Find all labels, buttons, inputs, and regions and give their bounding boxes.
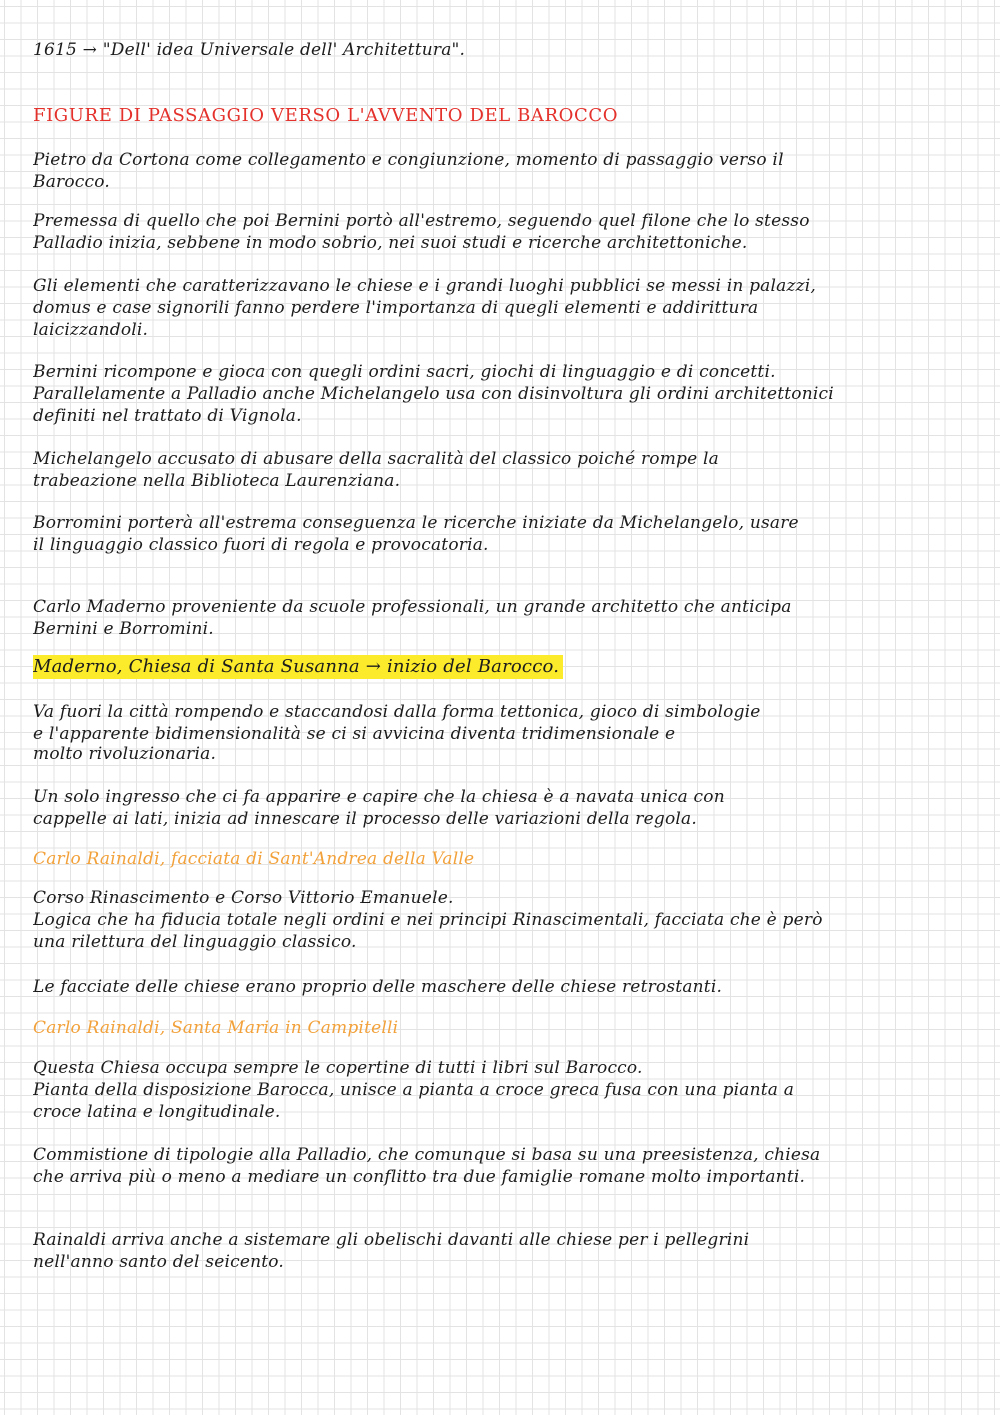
- highlight-line: [33, 655, 988, 679]
- text-line: il linguaggio classico fuori di regola e provocatoria.: [33, 535, 489, 555]
- text-line: trabeazione nella Biblioteca Laurenziana.: [33, 471, 401, 491]
- text-line: nell'anno santo del seicento.: [33, 1252, 285, 1272]
- text-line: Pianta della disposizione Barocca, unisce a pianta a croce greca fusa con una pianta a: [33, 1080, 795, 1100]
- text-line: Palladio inizia, sebbene in modo sobrio, nei suoi studi e ricerche architettoniche.: [33, 233, 748, 253]
- text-line: Un solo ingresso che ci fa apparire e capire che la chiesa è a navata unica con: [33, 787, 725, 807]
- text-line: cappelle ai lati, inizia ad innescare il processo delle variazioni della regola.: [33, 809, 697, 829]
- text-line: Borromini porterà all'estrema conseguenza le ricerche iniziate da Michelangelo, usare: [33, 513, 799, 533]
- text-line: Logica che ha fiducia totale negli ordini e nei principi Rinascimentali, facciata che è però: [33, 910, 823, 930]
- highlighted-text: Maderno, Chiesa di Santa Susanna → inizio del Barocco.: [33, 655, 563, 679]
- text-line: Parallelamente a Palladio anche Michelangelo usa con disinvoltura gli ordini architettonici: [33, 384, 834, 404]
- text-line: Va fuori la città rompendo e staccandosi dalla forma tettonica, gioco di simbologie: [33, 702, 761, 722]
- text-line: Commistione di tipologie alla Palladio, che comunque si basa su una preesistenza, chiesa: [33, 1145, 821, 1165]
- text-line: una rilettura del linguaggio classico.: [33, 932, 357, 952]
- text-line: e l'apparente bidimensionalità se ci si avvicina diventa tridimensionale e: [33, 724, 676, 744]
- text-line: che arriva più o meno a mediare un conflitto tra due famiglie romane molto importanti.: [33, 1167, 806, 1187]
- text-line: Bernini e Borromini.: [33, 619, 214, 639]
- text-line: Questa Chiesa occupa sempre le copertine di tutti i libri sul Barocco.: [33, 1058, 643, 1078]
- title-line: 1615 → "Dell' idea Universale dell' Architettura".: [33, 40, 466, 60]
- text-line: laicizzandoli.: [33, 320, 149, 340]
- text-line: Le facciate delle chiese erano proprio delle maschere delle chiese retrostanti.: [33, 977, 723, 997]
- text-line: molto rivoluzionaria.: [33, 744, 217, 764]
- text-line: Premessa di quello che poi Bernini portò all'estremo, seguendo quel filone che lo stesso: [33, 211, 810, 231]
- text-line: croce latina e longitudinale.: [33, 1102, 281, 1122]
- subheading: Carlo Rainaldi, Santa Maria in Campitelli: [33, 1018, 399, 1038]
- text-line: Rainaldi arriva anche a sistemare gli obelischi davanti alle chiese per i pellegrini: [33, 1230, 750, 1250]
- text-line: definiti nel trattato di Vignola.: [33, 406, 302, 426]
- text-line: Bernini ricompone e gioca con quegli ordini sacri, giochi di linguaggio e di concetti.: [33, 362, 776, 382]
- section-heading: FIGURE DI PASSAGGIO VERSO L'AVVENTO DEL BAROCCO: [33, 106, 619, 126]
- text-line: Michelangelo accusato di abusare della sacralità del classico poiché rompe la: [33, 449, 719, 469]
- text-line: Gli elementi che caratterizzavano le chiese e i grandi luoghi pubblici se messi in palazzi,: [33, 276, 817, 296]
- text-line: Corso Rinascimento e Corso Vittorio Emanuele.: [33, 888, 454, 908]
- text-line: Pietro da Cortona come collegamento e congiunzione, momento di passaggio verso il: [33, 150, 784, 170]
- subheading: Carlo Rainaldi, facciata di Sant'Andrea della Valle: [33, 849, 475, 869]
- text-line: Carlo Maderno proveniente da scuole professionali, un grande architetto che anticipa: [33, 597, 792, 617]
- text-line: domus e case signorili fanno perdere l'importanza di quegli elementi e addirittura: [33, 298, 759, 318]
- text-line: Barocco.: [33, 172, 110, 192]
